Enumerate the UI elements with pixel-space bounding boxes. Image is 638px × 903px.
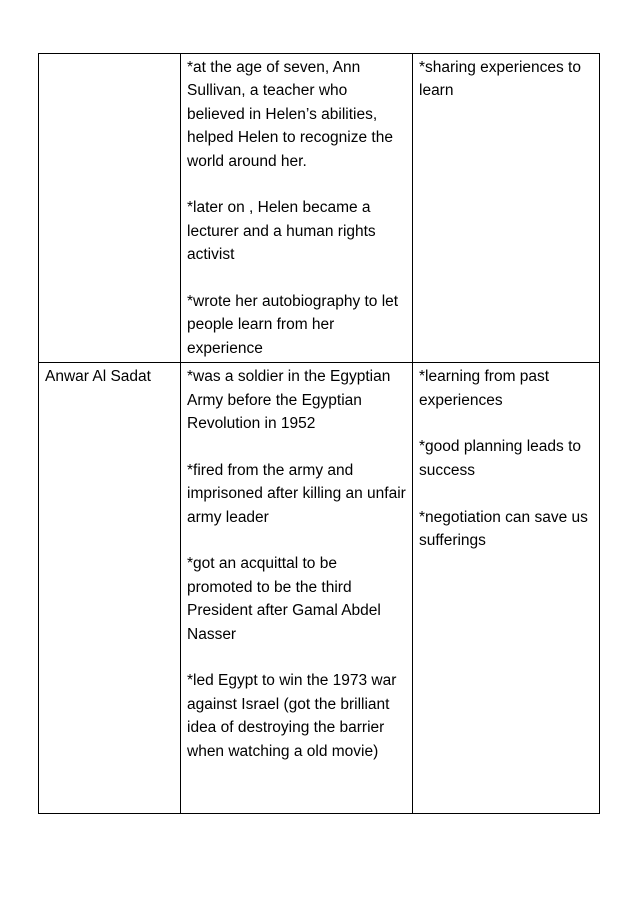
fact-paragraph: *fired from the army and imprisoned after killing an unfair army leader bbox=[187, 461, 406, 526]
person-name: Anwar Al Sadat bbox=[45, 368, 151, 386]
fact-paragraph: *wrote her autobiography to let people learn from her experience bbox=[187, 293, 399, 357]
facts-cell bbox=[181, 54, 413, 363]
lesson-paragraph: *good planning leads to success bbox=[419, 438, 582, 479]
fact-paragraph: *led Egypt to win the 1973 war against Israel (got the brilliant idea of destroying the barrier when watching a old movie) bbox=[187, 672, 397, 760]
table-row-anwar-al-sadat bbox=[39, 363, 600, 814]
name-cell bbox=[39, 363, 181, 814]
lesson-paragraph: *learning from past experiences bbox=[419, 368, 550, 409]
lesson-paragraph: *negotiation can save us sufferings bbox=[419, 508, 588, 550]
fact-paragraph: *later on , Helen became a lecturer and a human rights activist bbox=[187, 199, 376, 264]
name-cell bbox=[39, 54, 181, 363]
lessons-cell bbox=[413, 54, 600, 363]
biography-table bbox=[38, 53, 600, 814]
table-row-helen-keller bbox=[39, 54, 600, 363]
facts-cell bbox=[181, 363, 413, 814]
fact-paragraph: *got an acquittal to be promoted to be the third President after Gamal Abdel Nasser bbox=[187, 555, 381, 643]
fact-paragraph: *at the age of seven, Ann Sullivan, a teacher who believed in Helen’s abilities, helped Helen to recognize the world around her. bbox=[187, 59, 393, 170]
fact-paragraph: *was a soldier in the Egyptian Army before the Egyptian Revolution in 1952 bbox=[187, 368, 391, 433]
lessons-cell bbox=[413, 363, 600, 814]
lesson-paragraph: *sharing experiences to learn bbox=[419, 59, 581, 100]
